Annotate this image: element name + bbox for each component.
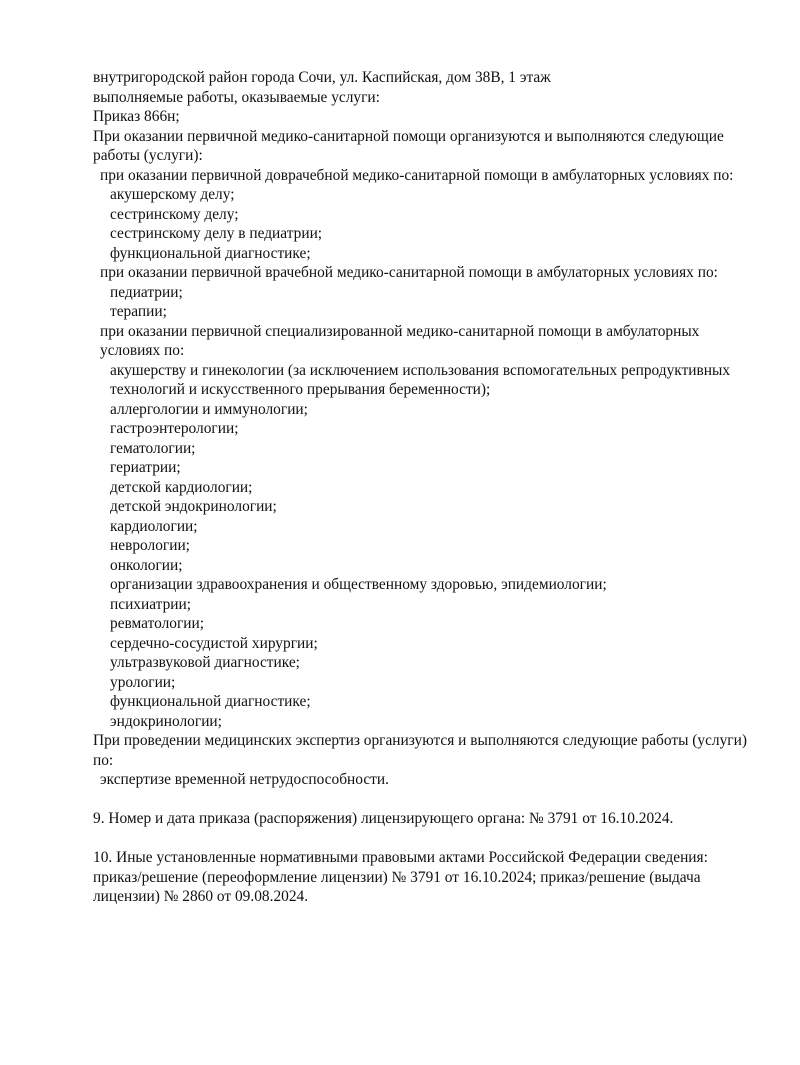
- spacer: [93, 790, 763, 810]
- list-item: гастроэнтерологии;: [110, 420, 239, 437]
- list-item: сестринскому делу в педиатрии;: [110, 225, 323, 242]
- group-heading: при оказании первичной врачебной медико-санитарной помощи в амбулаторных условиях по:: [100, 264, 718, 281]
- list-item: сердечно-сосудистой хирургии;: [110, 634, 318, 652]
- list-item: гериатрии;: [110, 459, 181, 476]
- list-item: аллергологии и иммунологии;: [110, 400, 308, 418]
- list-item: акушерскому делу;: [110, 186, 235, 203]
- group-heading: при оказании первичной доврачебной медико-санитарной помощи в амбулаторных условиях по:: [100, 166, 734, 184]
- list-item: ультразвуковой диагностике;: [110, 654, 300, 671]
- list-item: кардиологии;: [110, 517, 198, 535]
- list-item: детской кардиологии;: [110, 478, 253, 496]
- order-reference: Приказ 866н;: [93, 108, 180, 125]
- list-item: сестринскому делу;: [110, 205, 239, 223]
- expertise-item: экспертизе временной нетрудоспособности.: [100, 771, 389, 788]
- list-item: организации здравоохранения и общественному здоровью, эпидемиологии;: [110, 576, 607, 593]
- list-item: гематологии;: [110, 439, 196, 457]
- list-item: функциональной диагностике;: [110, 244, 311, 262]
- list-item: терапии;: [110, 303, 167, 320]
- section-10-line-2: приказ/решение (переоформление лицензии) № 3791 от 16.10.2024; приказ/решение (выдача: [93, 868, 701, 886]
- list-item: детской эндокринологии;: [110, 498, 277, 515]
- list-item: психиатрии;: [110, 595, 192, 613]
- group-heading: при оказании первичной специализированной медико-санитарной помощи в амбулаторных условиях по:: [100, 322, 700, 359]
- expertise-intro: При проведении медицинских экспертиз организуются и выполняются следующие работы (услуги) по:: [93, 732, 747, 769]
- section-9: 9. Номер и дата приказа (распоряжения) лицензирующего органа: № 3791 от 16.10.2024.: [93, 810, 674, 827]
- intro-paragraph: При оказании первичной медико-санитарной помощи организуются и выполняются следующие работы (услуги):: [93, 127, 724, 164]
- address-line: внутригородской район города Сочи, ул. Каспийская, дом 38В, 1 этаж: [93, 69, 551, 86]
- list-item: онкологии;: [110, 556, 183, 574]
- list-item: эндокринологии;: [110, 712, 222, 730]
- list-item: урологии;: [110, 673, 176, 691]
- list-item: педиатрии;: [110, 283, 183, 301]
- spacer: [93, 829, 763, 849]
- works-label: выполняемые работы, оказываемые услуги:: [93, 88, 380, 106]
- section-10-line-1: 10. Иные установленные нормативными правовыми актами Российской Федерации сведения:: [93, 849, 708, 866]
- document-body: [93, 68, 763, 907]
- list-item: акушерству и гинекологии (за исключением использования вспомогательных репродуктивных технологий и искусственного прерывания беременности);: [110, 361, 731, 398]
- list-item: функциональной диагностике;: [110, 693, 311, 710]
- section-10-line-3: лицензии) № 2860 от 09.08.2024.: [93, 888, 309, 905]
- list-item: ревматологии;: [110, 615, 205, 632]
- list-item: неврологии;: [110, 537, 190, 554]
